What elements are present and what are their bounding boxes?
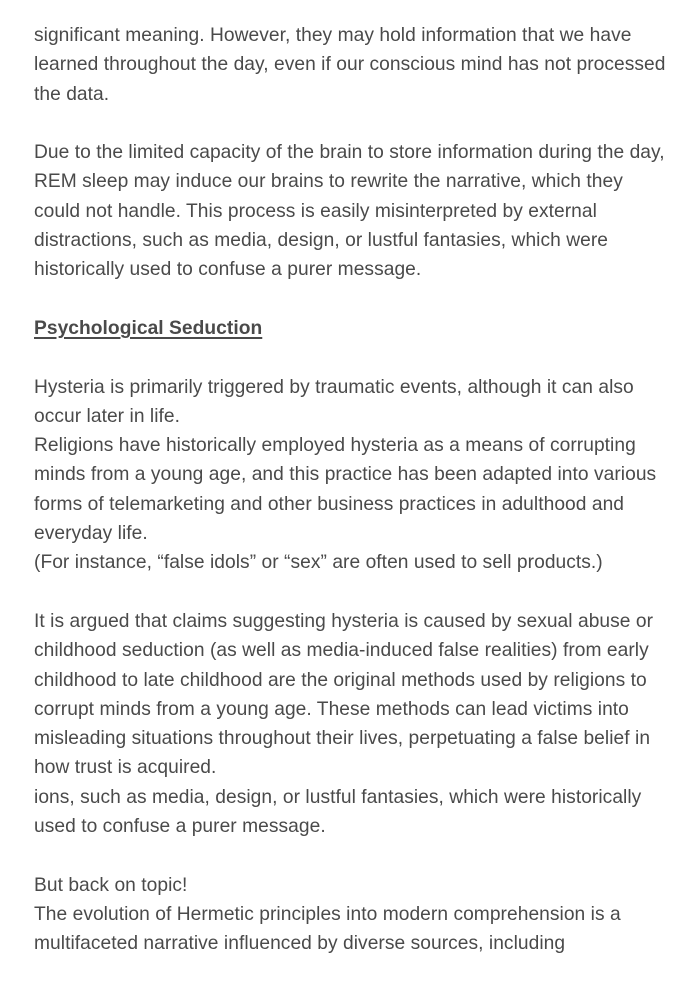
paragraph-false-idols-example: (For instance, “false idols” or “sex” are often used to sell products.) [34,552,603,574]
paragraph-gap [34,841,674,870]
section-heading-psychological-seduction: Psychological Seduction [34,317,263,339]
paragraph-hysteria-trigger: Hysteria is primarily triggered by traumatic events, although it can also occur later in life. [34,376,634,427]
paragraph-dream-meaning: significant meaning. However, they may hold information that we have learned throughout the day, even if our conscious mind has not processed the data. [34,25,666,105]
paragraph-religions-hysteria: Religions have historically employed hysteria as a means of corrupting minds from a young age, and this practice has been adapted into various forms of telemarketing and other business practices in adulthood and everyday life. [34,435,657,545]
document-body [34,21,674,959]
paragraph-fragment-distractions: ions, such as media, design, or lustful fantasies, which were historically used to confuse a purer message. [34,786,642,838]
paragraph-gap [34,578,674,607]
paragraph-gap [34,109,674,138]
paragraph-gap [34,285,674,314]
paragraph-hermetic-principles: The evolution of Hermetic principles into modern comprehension is a multifaceted narrative influenced by diverse sources, including [34,903,621,955]
paragraph-hysteria-causes: It is argued that claims suggesting hysteria is caused by sexual abuse or childhood seduction (as well as media-induced false realities) from early childhood to late childhood are the original methods used by religions to corrupt minds from a young age. These methods can lead victims into misleading situations throughout their lives, perpetuating a false belief in how trust is acquired. [34,610,654,779]
paragraph-gap [34,343,674,372]
paragraph-back-on-topic: But back on topic! [34,874,188,896]
paragraph-rem-sleep: Due to the limited capacity of the brain to store information during the day, REM sleep may induce our brains to rewrite the narrative, which they could not handle. This process is easily misinterpreted by external distractions, such as media, design, or lustful fantasies, which were historically used to confuse a purer message. [34,142,665,281]
